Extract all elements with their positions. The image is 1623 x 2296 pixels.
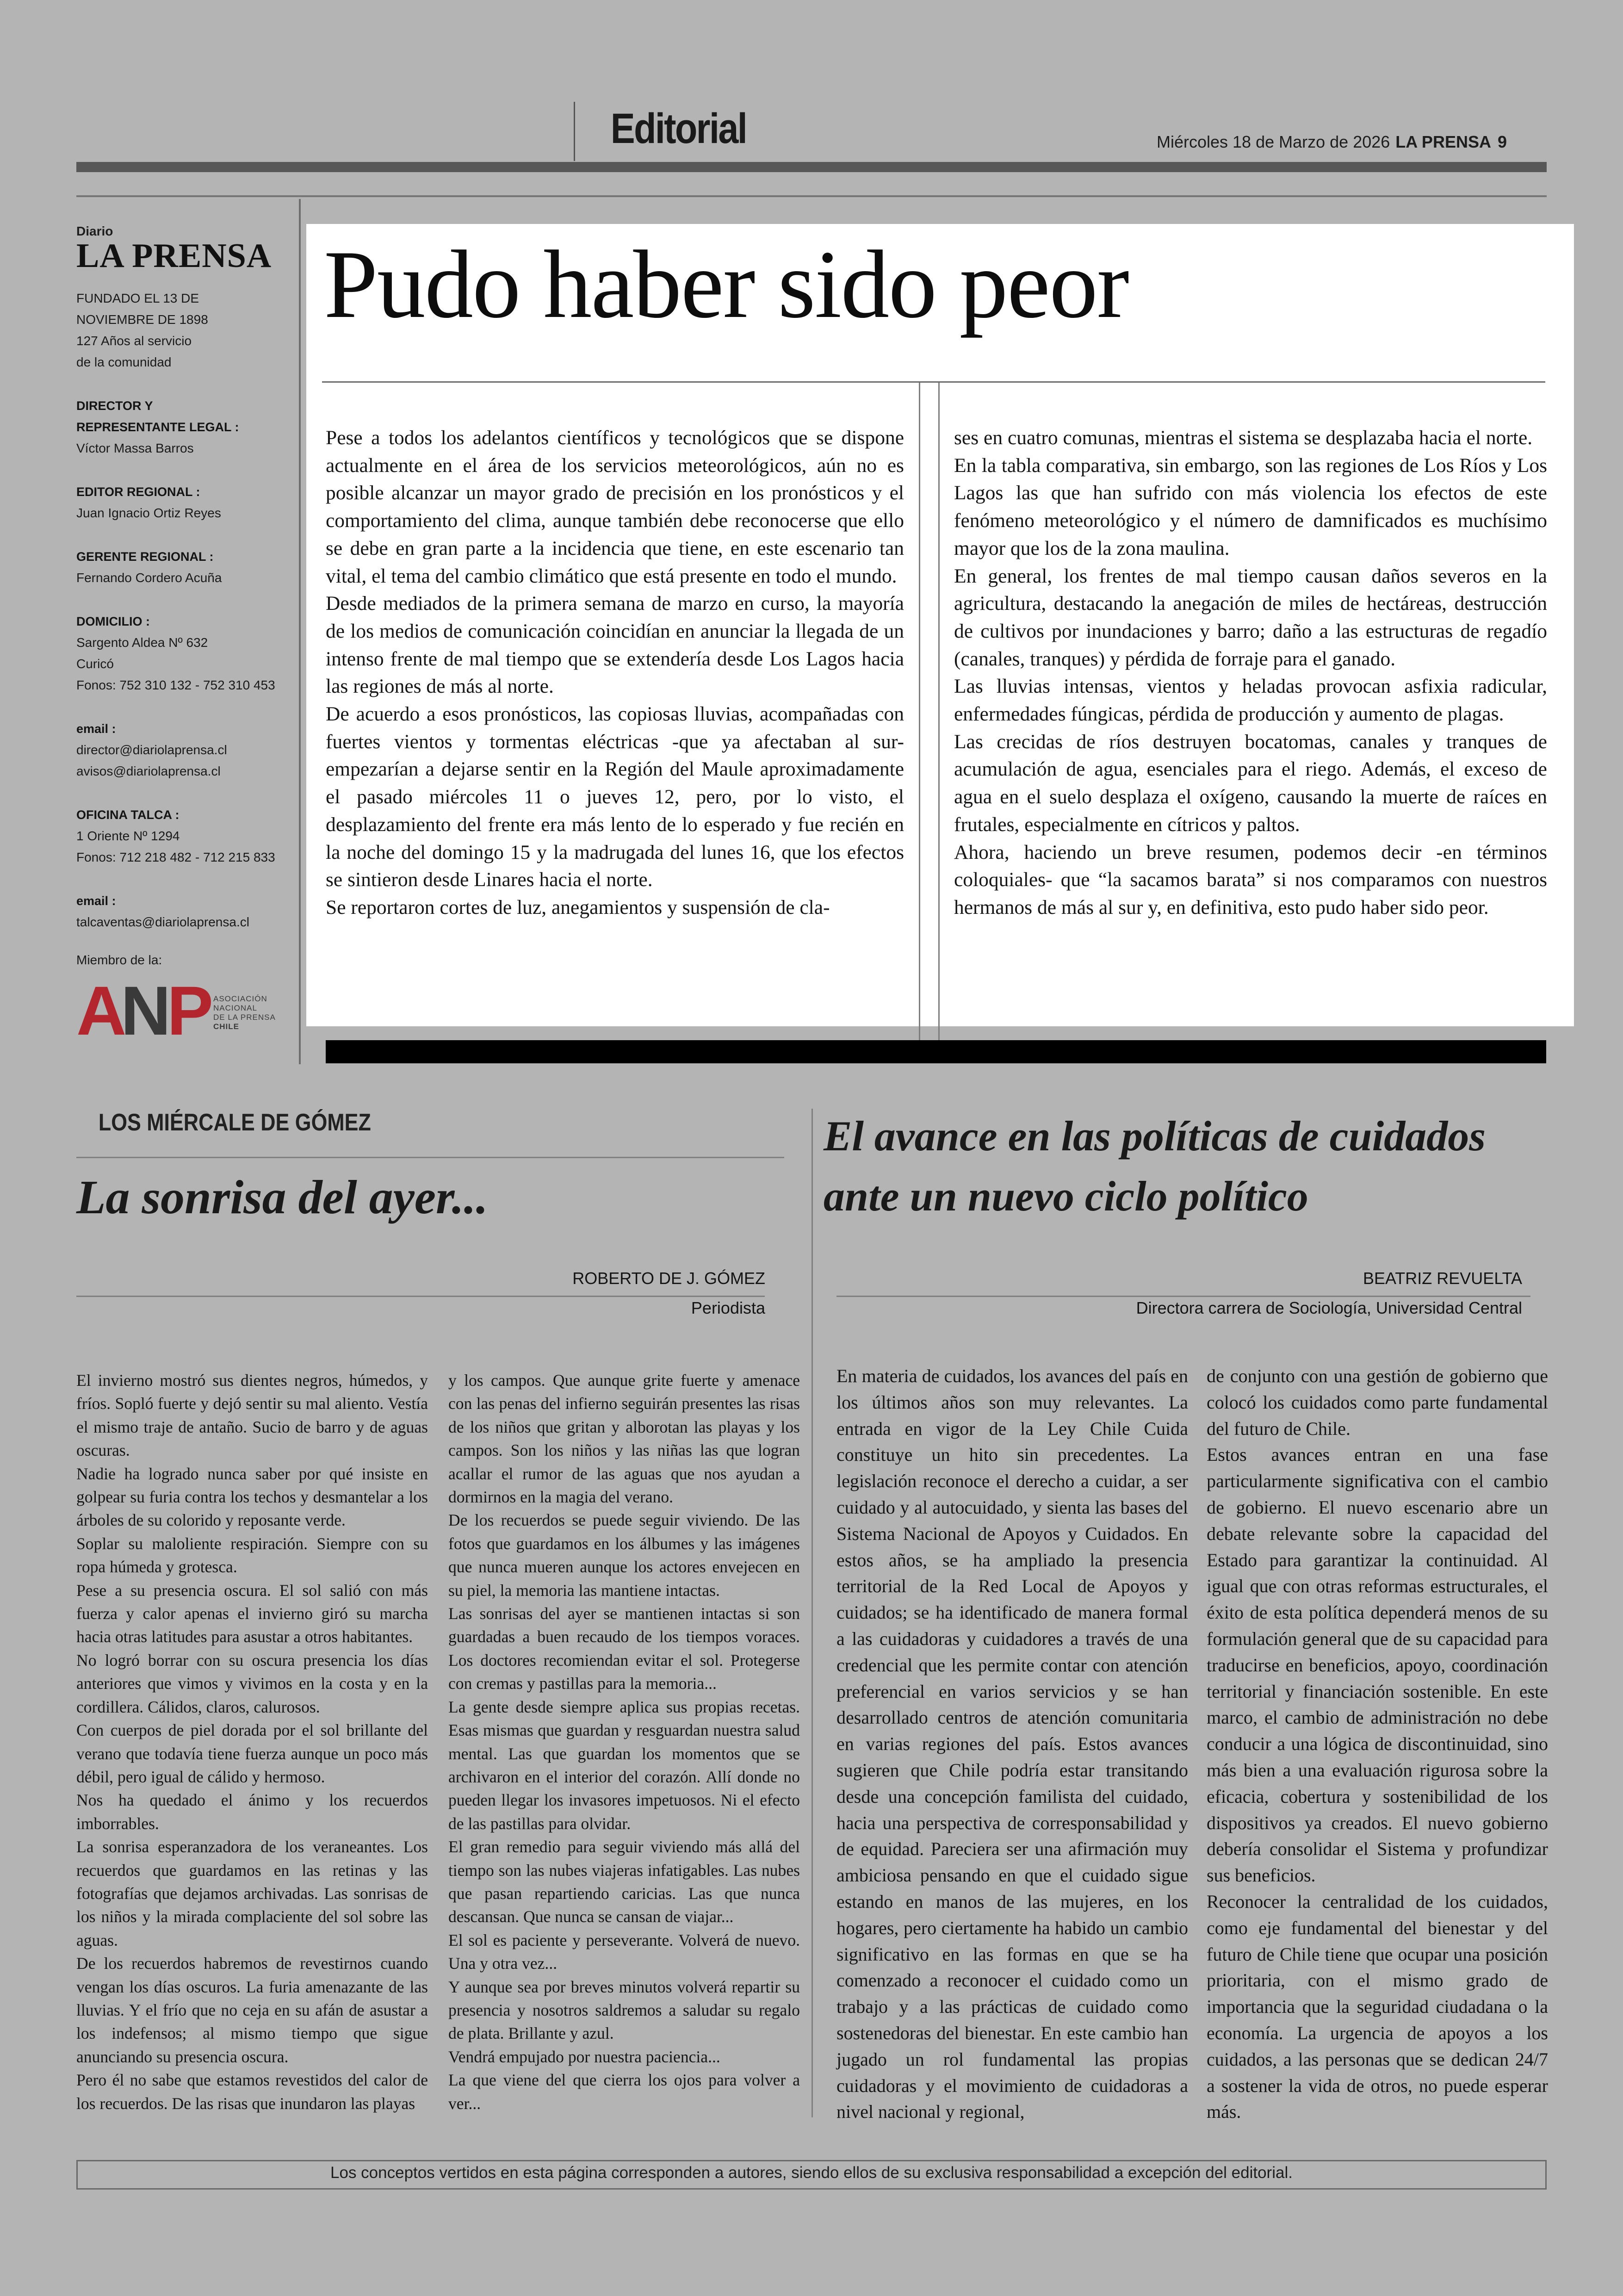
disclaimer-text: Los conceptos vertidos en esta página corresponden a autores, siendo ellos de su exclusiva responsabilidad a excepción del editorial. (330, 2164, 1293, 2182)
column-divider (938, 383, 940, 1041)
editorial-headline: Pudo haber sido peor (324, 231, 1128, 338)
article-paragraph: En materia de cuidados, los avances del país en los últimos años son muy relevantes. La entrada en vigor de la Ley Chile Cuida constituye un hito sin precedentes. La legislación reconoce el derecho a cuidar, a ser cuidado y al autocuidado, y sienta las bases del Sistema Nacional de Apoyos y Cuidados. En estos años, se ha ampliado la presencia territorial de la Red Local de Apoyos y cuidados; se ha identificado de manera formal a las cuidadoras y cuidadores a través de una credencial que les permite contar con atención preferencial en varios servicios y se han desarrollado centros de atención comunitaria en varias regiones del país. Estos avances sugieren que Chile podría estar transitando desde una concepción familista del cuidado, hacia una perspectiva de corresponsabilidad y de equidad. Pareciera ser una afirmación muy ambiciosa pensando en que el cuidado sigue estando en manos de las mujeres, en los hogares, pero ciertamente ha habido un cambio significativo en las formas en que se ha comenzado a reconocer el cuidado como un trabajo y a las prácticas de cuidado como sostenedoras del bienestar. En este cambio han jugado un rol fundamental las propias cuidadoras y el movimiento de cuidadoras a nivel nacional y regional, (836, 1365, 1188, 2122)
article-paragraph: Soplar su maloliente respiración. Siempre con su ropa húmeda y grotesca. (76, 1534, 428, 1576)
domicilio-line: Sargento Aldea Nº 632 (76, 635, 208, 650)
talca-label: OFICINA TALCA : (76, 808, 180, 822)
editorial-paragraph: Pese a todos los adelantos científicos y tecnológicos que se dispone actualmente en el área de los servicios meteorológicos, aún no es posible alcanzar un mayor grado de precisión en los pronósticos y el comportamiento del clima, aunque también debe reconocerse que ello se debe en gran parte a la incidencia que tiene, en este escenario tan vital, el tema del cambio climático que está presente en todo el mundo. (326, 427, 904, 587)
article-title-line: El avance en las políticas de cuidados (824, 1112, 1486, 1160)
article-column (76, 1369, 428, 2115)
editor-name: Juan Ignacio Ortiz Reyes (76, 506, 221, 520)
anp-logo-a: A (76, 980, 127, 1045)
article-column (448, 1369, 800, 2115)
section-title: Editorial (610, 105, 747, 152)
email-label: email : (76, 722, 116, 736)
email-link[interactable]: talcaventas@diariolaprensa.cl (76, 915, 249, 929)
anp-logo-text: ASOCIACIÓN (213, 994, 267, 1003)
byline-rule (76, 1296, 765, 1297)
editorial-paragraph: En general, los frentes de mal tiempo causan daños severos en la agricultura, destacando la anegación de miles de hectáreas, destrucción de cultivos por inundaciones y barro; daño a las estructuras de regadío (canales, tranques) y pérdida de forraje para el ganado. (954, 565, 1547, 670)
anp-logo-text: NACIONAL (213, 1004, 257, 1012)
article-paragraph: La que viene del que cierra los ojos para volver a ver... (448, 2071, 800, 2113)
gerente-name: Fernando Cordero Acuña (76, 571, 222, 585)
editor-label: EDITOR REGIONAL : (76, 485, 200, 499)
domicilio-label: DOMICILIO : (76, 614, 150, 628)
editorial-paragraph: Las lluvias intensas, vientos y heladas provocan asfixia radicular, enfermedades fúngicas, pérdida de producción y aumento de plagas. (954, 675, 1547, 726)
founded-line: NOVIEMBRE DE 1898 (76, 312, 208, 327)
domicilio-line: Curicó (76, 657, 114, 671)
article-title-line: ante un nuevo ciclo político (824, 1173, 1308, 1220)
byline-rule (836, 1296, 1530, 1297)
issue-date: Miércoles 18 de Marzo de 2026 (1157, 132, 1390, 151)
anp-logo-p: P (167, 980, 214, 1045)
article-author-role: Periodista (691, 1298, 765, 1317)
anp-logo-text: DE LA PRENSA (213, 1013, 276, 1022)
article-paragraph: Y aunque sea por breves minutos volverá repartir su presencia y nosotros saldremos a saludar su regalo de plata. Brillante y azul. (448, 1977, 800, 2043)
editorial-paragraph: Se reportaron cortes de luz, anegamientos y suspensión de cla- (326, 896, 830, 918)
anp-logo-icon (76, 980, 289, 1045)
editorial-paragraph: Las crecidas de ríos destruyen bocatomas, canales y tranques de acumulación de agua, esenciales para el riego. Además, el exceso de agua en el suelo desplaza el oxígeno, causando la muerte de raíces en frutales, especialmente en cítricos y paltos. (954, 730, 1547, 836)
editorial-column-right (954, 424, 1547, 922)
article-title: La sonrisa del ayer... (76, 1171, 488, 1224)
anp-logo-n: N (121, 980, 171, 1045)
article-paragraph: La sonrisa esperanzadora de los veraneantes. Los recuerdos que guardamos en las retinas y las fotografías que dejamos archivadas. Las sonrisas de los niños y la mirada complaciente del sol sobre las aguas. (76, 1837, 428, 1949)
article-paragraph: de conjunto con una gestión de gobierno que colocó los cuidados como parte fundamental del futuro de Chile. (1207, 1365, 1548, 1439)
article-paragraph: De los recuerdos habremos de revestirnos cuando vengan los días oscuros. La furia amenazante de las lluvias. Y el frío que no ceja en su afán de asustar a los indefensos; al mismo tiempo que sigue anunciando su presencia oscura. (76, 1954, 428, 2066)
article-paragraph: Pero él no sabe que estamos revestidos del calor de los recuerdos. De las risas que inundaron las playas (76, 2071, 428, 2113)
article-paragraph: De los recuerdos se puede seguir viviendo. De las fotos que guardamos en los álbumes y las imágenes que nunca mueren aunque los actores envejecen en su piel, la memoria las mantiene intactas. (448, 1511, 800, 1600)
article-author: ROBERTO DE J. GÓMEZ (572, 1269, 765, 1288)
header-date-line (1157, 132, 1507, 152)
page-number: 9 (1497, 132, 1507, 151)
article-paragraph: Las sonrisas del ayer se mantienen intactas si son guardadas a buen recaudo de los tiempos voraces. Los doctores recomiendan evitar el sol. Protegerse con cremas y pastillas para la memoria... (448, 1604, 800, 1693)
article-paragraph: Vendrá empujado por nuestra paciencia... (448, 2047, 720, 2066)
header-divider (574, 102, 575, 161)
founded-line: FUNDADO EL 13 DE (76, 291, 199, 305)
paper-name: LA PRENSA (1395, 132, 1491, 151)
article-title (824, 1106, 1592, 1226)
editorial-column-left (326, 424, 904, 922)
email-link[interactable]: avisos@diariolaprensa.cl (76, 764, 221, 778)
article-paragraph: El gran remedio para seguir viviendo más allá del tiempo son las nubes viajeras infatigables. Las nubes que pasan repartiendo caricias. Las que nunca descansan. Que nunca se cansan de viajar... (448, 1837, 800, 1926)
editorial-paragraph: En la tabla comparativa, sin embargo, son las regiones de Los Ríos y Los Lagos las que han sufrido con más violencia los efectos de este fenómeno meteorológico y el número de damnificados es muchísimo mayor que los de la zona maulina. (954, 454, 1547, 559)
article-paragraph: La gente desde siempre aplica sus propias recetas. Esas mismas que guardan y resguardan nuestra salud mental. Las que guardan los momentos que se archivaron en el interior del corazón. Allí donde no pueden llegar los invasores impetuosos. Ni el efecto de las pastillas para olvidar. (448, 1697, 800, 1833)
header-thin-rule (76, 195, 1547, 197)
editorial-bottom-bar (326, 1040, 1546, 1063)
gerente-label: GERENTE REGIONAL : (76, 550, 214, 564)
column-section-label: LOS MIÉRCALE DE GÓMEZ (98, 1109, 371, 1136)
column-divider (919, 383, 920, 1041)
masthead-logo: LA PRENSA (76, 237, 272, 275)
article-paragraph: Pese a su presencia oscura. El sol salió con más fuerza y calor apenas el invierno giró su marcha hacia otras latitudes para asustar a otros habitantes. (76, 1581, 428, 1646)
article-paragraph: Reconocer la centralidad de los cuidados, como eje fundamental del bienestar y del futuro de Chile tiene que ocupar una posición prioritaria, con el mismo grado de importancia que la seguridad ciudadana o la economía. La urgencia de apoyos a los cuidados, a las personas que se dedican 24/7 a sostener la vida de otros, no puede esperar más. (1207, 1891, 1548, 2122)
article-paragraph: El invierno mostró sus dientes negros, húmedos, y fríos. Sopló fuerte y dejó sentir su mal aliento. Vestía el mismo traje de antaño. Sucio de barro y de aguas oscuras. (76, 1371, 428, 1460)
article-author-role: Directora carrera de Sociología, Universidad Central (1136, 1298, 1522, 1317)
founded-line: de la comunidad (76, 355, 172, 369)
editorial-paragraph: ses en cuatro comunas, mientras el sistema se desplazaba hacia el norte. (954, 427, 1533, 449)
email-link[interactable]: director@diariolaprensa.cl (76, 743, 227, 757)
article-paragraph: Con cuerpos de piel dorada por el sol brillante del verano que todavía tiene fuerza aunque un poco más débil, pero igual de cálido y hermoso. (76, 1721, 428, 1786)
editorial-paragraph: De acuerdo a esos pronósticos, las copiosas lluvias, acompañadas con fuertes vientos y tormentas eléctricas -que ya afectaban al sur- empezarían a dejarse sentir en la Región del Maule aproximadamente el pasado miércoles 11 o jueves 12, pero, por lo visto, el desplazamiento del frente era más lento de lo esperado y fue recién en la noche del domingo 15 y la madrugada del lunes 16, que los efectos se sintieron desde Linares hacia el norte. (326, 703, 904, 891)
masthead-pre: Diario (76, 224, 113, 238)
director-label: REPRESENTANTE LEGAL : (76, 420, 239, 434)
article-divider (812, 1109, 813, 2117)
email2-label: email : (76, 894, 116, 908)
article-paragraph: y los campos. Que aunque grite fuerte y amenace con las penas del infierno seguirán presentes las risas de los niños que gritan y alborotan las playas y los campos. Son los niños y las niñas las que logran acallar el rumor de las aguas que nos ayudan a dormirnos en la magia del verano. (448, 1371, 800, 1507)
director-name: Víctor Massa Barros (76, 441, 194, 455)
founded-line: 127 Años al servicio (76, 334, 192, 348)
member-label: Miembro de la: (76, 953, 162, 967)
anp-logo-text: CHILE (213, 1022, 239, 1031)
article-column (836, 1363, 1188, 2125)
section-rule (76, 1157, 784, 1158)
talca-line: Fonos: 712 218 482 - 712 215 833 (76, 850, 275, 864)
article-paragraph: El sol es paciente y perseverante. Volverá de nuevo. Una y otra vez... (448, 1930, 800, 1973)
article-author: BEATRIZ REVUELTA (1363, 1269, 1522, 1288)
editorial-paragraph: Desde mediados de la primera semana de marzo en curso, la mayoría de los medios de comunicación coincidían en anunciar la llegada de un intenso frente de mal tiempo que se extendería desde Los Lagos hacia las regiones de más al norte. (326, 592, 904, 698)
article-column (1207, 1363, 1548, 2125)
article-paragraph: Nos ha quedado el ánimo y los recuerdos imborrables. (76, 1791, 428, 1833)
header-rule (76, 162, 1547, 172)
director-label: DIRECTOR Y (76, 399, 153, 413)
talca-line: 1 Oriente Nº 1294 (76, 829, 180, 843)
masthead-divider (299, 199, 301, 1064)
article-paragraph: Estos avances entran en una fase particularmente significativa con el cambio de gobierno. El nuevo escenario abre un debate relevante sobre la capacidad del Estado para garantizar la continuidad. Al igual que con otras reformas estructurales, el éxito de esta política dependerá menos de su formulación general que de su capacidad para traducirse en beneficios, apoyo, coordinación territorial y financiación sostenible. En este marco, el cambio de administración no debe conducir a una lógica de discontinuidad, sino más bien a una evaluación rigurosa sobre la eficacia, cobertura y sostenibilidad de los dispositivos ya creados. El nuevo gobierno debería consolidar el Sistema y profundizar sus beneficios. (1207, 1444, 1548, 1886)
editorial-paragraph: Ahora, haciendo un breve resumen, podemos decir -en términos coloquiales- que “la sacamos barata” si nos comparamos con nuestros hermanos de más al sur y, en definitiva, esto pudo haber sido peor. (954, 841, 1547, 918)
editorial-rule (322, 381, 1545, 383)
masthead (76, 224, 289, 1045)
article-paragraph: No logró borrar con su oscura presencia los días anteriores que vimos y vivimos en la costa y en la cordillera. Cálidos, claros, calurosos. (76, 1651, 428, 1716)
domicilio-line: Fonos: 752 310 132 - 752 310 453 (76, 678, 275, 692)
article-paragraph: Nadie ha logrado nunca saber por qué insiste en golpear su furia contra los techos y desmantelar a los árboles de su colorido y reposante verde. (76, 1464, 428, 1530)
